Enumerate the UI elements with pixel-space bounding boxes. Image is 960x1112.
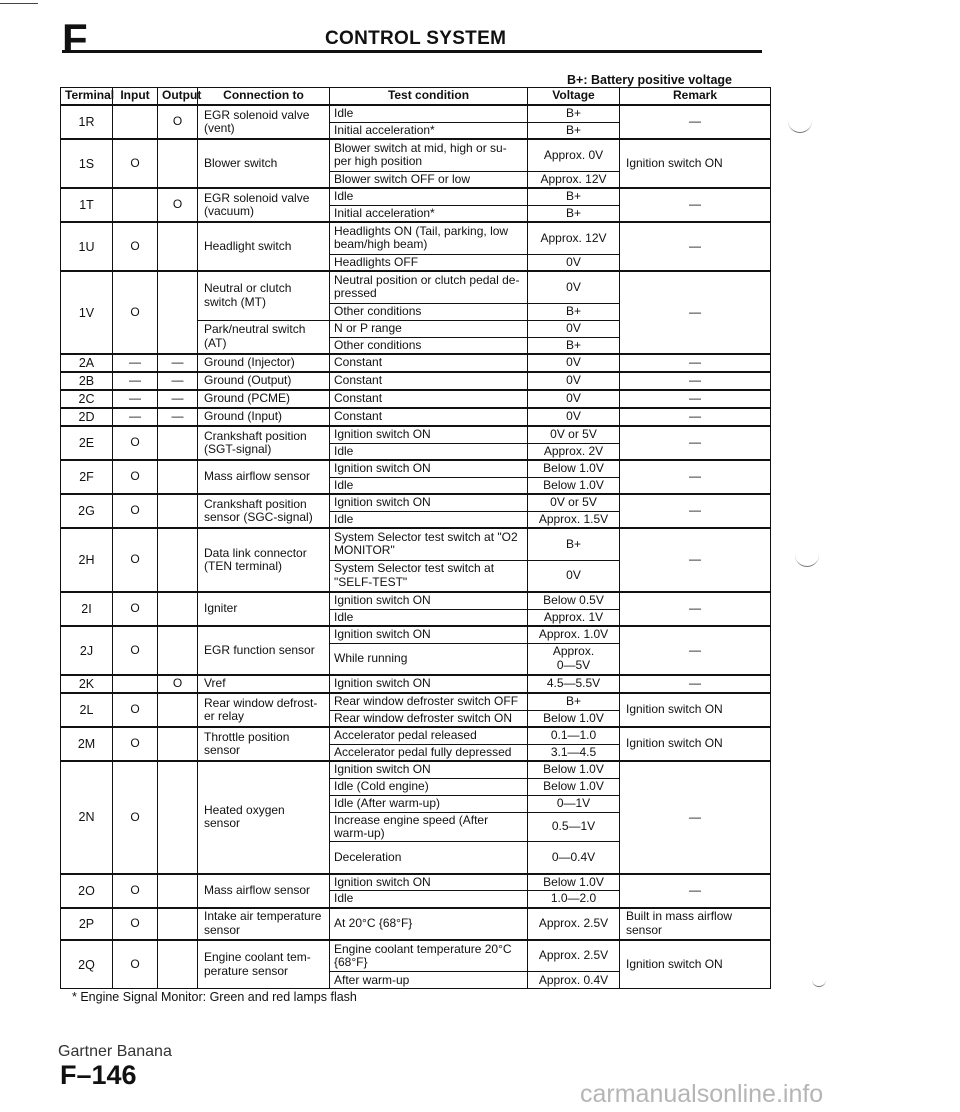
table-row [61, 940, 771, 972]
cell-test-condition: At 20°C {68°F} [330, 908, 528, 940]
cell-remark: — [620, 408, 771, 426]
table-row [61, 426, 771, 443]
cell-test-condition: Other conditions [330, 337, 528, 354]
cell-test-condition: System Selector test switch at "SELF-TEST" [330, 560, 528, 592]
cell-voltage: Approx. 0V [528, 139, 620, 171]
table-row [61, 139, 771, 171]
margin-scribble [788, 118, 812, 133]
cell-voltage: 0V [528, 354, 620, 372]
table-row [61, 908, 771, 940]
cell-voltage: B+ [528, 105, 620, 122]
cell-terminal: 2F [61, 460, 113, 494]
cell-test-condition: Ignition switch ON [330, 426, 528, 443]
table-header-row [61, 88, 771, 106]
cell-voltage: 0V [528, 254, 620, 271]
cell-voltage: 0—0.4V [528, 842, 620, 874]
cell-remark: — [620, 390, 771, 408]
cell-test-condition: Initial acceleration* [330, 122, 528, 139]
cell-output [158, 139, 198, 188]
cell-input: — [113, 354, 158, 372]
cell-test-condition: Ignition switch ON [330, 494, 528, 511]
table-row [61, 494, 771, 511]
cell-voltage: 0V or 5V [528, 494, 620, 511]
cell-test-condition: Ignition switch ON [330, 626, 528, 643]
cell-connection: Throttle position sensor [198, 727, 330, 761]
cell-remark: Ignition switch ON [620, 139, 771, 188]
cell-remark: — [620, 271, 771, 354]
cell-output: — [158, 354, 198, 372]
cell-output [158, 626, 198, 675]
cell-connection: Ground (Injector) [198, 354, 330, 372]
header-input: Input [113, 88, 158, 106]
table-row [61, 592, 771, 609]
margin-scribble [795, 552, 819, 567]
cell-voltage: 0.1—1.0 [528, 727, 620, 744]
cell-input: O [113, 940, 158, 989]
cell-test-condition: System Selector test switch at "O2 MONITOR" [330, 528, 528, 560]
cell-connection: Vref [198, 675, 330, 693]
cell-input: O [113, 460, 158, 494]
cell-terminal: 2H [61, 528, 113, 592]
cell-connection: Mass airflow sensor [198, 874, 330, 908]
cell-terminal: 1S [61, 139, 113, 188]
cell-voltage: B+ [528, 205, 620, 222]
cell-connection: Rear window defrost- er relay [198, 693, 330, 727]
cell-voltage: Below 1.0V [528, 761, 620, 778]
section-letter: F [62, 15, 88, 62]
cell-input: O [113, 592, 158, 626]
page-title: CONTROL SYSTEM [325, 28, 507, 49]
cell-output: — [158, 408, 198, 426]
cell-output: — [158, 390, 198, 408]
cell-voltage: Below 1.0V [528, 460, 620, 477]
cell-connection: Blower switch [198, 139, 330, 188]
cell-voltage: 0V [528, 372, 620, 390]
cell-output [158, 693, 198, 727]
title-rule [62, 50, 762, 53]
table-row [61, 874, 771, 891]
cell-test-condition: Idle [330, 443, 528, 460]
cell-terminal: 2P [61, 908, 113, 940]
cell-remark: Ignition switch ON [620, 727, 771, 761]
cell-input: — [113, 372, 158, 390]
cell-voltage: 0—1V [528, 795, 620, 812]
cell-remark: — [620, 494, 771, 528]
cell-test-condition: After warm-up [330, 972, 528, 989]
table-row [61, 271, 771, 303]
header-voltage: Voltage [528, 88, 620, 106]
cell-remark: — [620, 222, 771, 271]
cell-remark: — [620, 460, 771, 494]
cell-voltage: 0V [528, 408, 620, 426]
cell-voltage: B+ [528, 693, 620, 710]
cell-input: — [113, 390, 158, 408]
cell-voltage: Below 1.0V [528, 710, 620, 727]
cell-output [158, 761, 198, 874]
table-row [61, 761, 771, 778]
table-row [61, 626, 771, 643]
cell-test-condition: Deceleration [330, 842, 528, 874]
cell-voltage: Approx. 2.5V [528, 908, 620, 940]
cell-terminal: 2G [61, 494, 113, 528]
cell-voltage: B+ [528, 188, 620, 205]
cell-remark: — [620, 761, 771, 874]
table-row [61, 528, 771, 560]
cell-voltage: B+ [528, 303, 620, 320]
cell-test-condition: Idle [330, 188, 528, 205]
cell-input: O [113, 139, 158, 188]
table-row [61, 675, 771, 693]
cell-test-condition: Other conditions [330, 303, 528, 320]
cell-voltage: Approx. 1.5V [528, 511, 620, 528]
cell-voltage: 0.5—1V [528, 812, 620, 842]
cell-terminal: 2L [61, 693, 113, 727]
cell-voltage: 0V [528, 560, 620, 592]
cell-connection: Data link connector (TEN terminal) [198, 528, 330, 592]
cell-test-condition: Initial acceleration* [330, 205, 528, 222]
cell-test-condition: Idle [330, 609, 528, 626]
cell-voltage: B+ [528, 122, 620, 139]
cell-test-condition: Rear window defroster switch ON [330, 710, 528, 727]
cell-test-condition: Idle [330, 477, 528, 494]
cell-voltage: Approx. 2.5V [528, 940, 620, 972]
cell-terminal: 2N [61, 761, 113, 874]
cell-voltage: 4.5—5.5V [528, 675, 620, 693]
cell-terminal: 2A [61, 354, 113, 372]
cell-output [158, 494, 198, 528]
cell-input [113, 675, 158, 693]
cell-test-condition: Rear window defroster switch OFF [330, 693, 528, 710]
cell-test-condition: Constant [330, 354, 528, 372]
header-test-condition: Test condition [330, 88, 528, 106]
cell-output: O [158, 188, 198, 222]
cell-input: O [113, 761, 158, 874]
cell-voltage: 1.0—2.0 [528, 891, 620, 908]
cell-input: O [113, 908, 158, 940]
cell-output [158, 592, 198, 626]
cell-input: O [113, 271, 158, 354]
cell-voltage: 0V [528, 320, 620, 337]
cell-output: O [158, 105, 198, 139]
cell-voltage: 3.1—4.5 [528, 744, 620, 761]
margin-scribble [812, 972, 826, 987]
cell-output [158, 271, 198, 354]
cell-output: O [158, 675, 198, 693]
cell-input: — [113, 408, 158, 426]
table-row [61, 372, 771, 390]
terminal-spec-table [60, 87, 771, 989]
site-watermark: carmanualsonline.info [580, 1080, 824, 1108]
header-remark: Remark [620, 88, 771, 106]
cell-remark: Ignition switch ON [620, 693, 771, 727]
header-terminal: Terminal [61, 88, 113, 106]
cell-connection: Engine coolant tem- perature sensor [198, 940, 330, 989]
cell-terminal: 2D [61, 408, 113, 426]
cell-terminal: 1U [61, 222, 113, 271]
table-row [61, 354, 771, 372]
table-row [61, 727, 771, 744]
cell-input [113, 188, 158, 222]
cell-connection: EGR function sensor [198, 626, 330, 675]
cell-voltage: Approx. 0.4V [528, 972, 620, 989]
footnote: * Engine Signal Monitor: Green and red lamps flash [72, 990, 357, 1004]
table-row [61, 105, 771, 122]
cell-voltage: Approx. 0—5V [528, 643, 620, 675]
cell-test-condition: Increase engine speed (After warm-up) [330, 812, 528, 842]
cell-voltage: Approx. 1V [528, 609, 620, 626]
table-row [61, 188, 771, 205]
cell-connection: Ground (PCME) [198, 390, 330, 408]
cell-remark: — [620, 528, 771, 592]
cell-test-condition: Accelerator pedal fully depressed [330, 744, 528, 761]
cell-terminal: 2B [61, 372, 113, 390]
cell-remark: Ignition switch ON [620, 940, 771, 989]
cell-terminal: 1V [61, 271, 113, 354]
cell-output [158, 528, 198, 592]
cell-output [158, 908, 198, 940]
cell-test-condition: Idle (After warm-up) [330, 795, 528, 812]
cell-input: O [113, 727, 158, 761]
cell-voltage: Below 1.0V [528, 874, 620, 891]
cell-terminal: 2C [61, 390, 113, 408]
cell-terminal: 1T [61, 188, 113, 222]
cell-remark: — [620, 105, 771, 139]
cell-terminal: 2K [61, 675, 113, 693]
cell-test-condition: Ignition switch ON [330, 460, 528, 477]
cell-input [113, 105, 158, 139]
cell-remark: — [620, 626, 771, 675]
cell-voltage: B+ [528, 528, 620, 560]
cell-terminal: 2I [61, 592, 113, 626]
cell-test-condition: Ignition switch ON [330, 874, 528, 891]
cell-voltage: Approx. 1.0V [528, 626, 620, 643]
table-row [61, 693, 771, 710]
cell-terminal: 1R [61, 105, 113, 139]
watermark-label: Gartner Banana [58, 1043, 172, 1060]
table-row [61, 222, 771, 254]
corner-rule [0, 3, 38, 4]
cell-terminal: 2M [61, 727, 113, 761]
cell-remark: — [620, 426, 771, 460]
cell-test-condition: Engine coolant temperature 20°C {68°F} [330, 940, 528, 972]
cell-input: O [113, 222, 158, 271]
cell-input: O [113, 626, 158, 675]
cell-connection: Heated oxygen sensor [198, 761, 330, 874]
cell-voltage: 0V [528, 390, 620, 408]
cell-test-condition: Blower switch at mid, high or su- per high position [330, 139, 528, 171]
cell-output: — [158, 372, 198, 390]
cell-voltage: Approx. 12V [528, 222, 620, 254]
cell-connection: EGR solenoid valve (vent) [198, 105, 330, 139]
cell-output [158, 727, 198, 761]
cell-test-condition: While running [330, 643, 528, 675]
cell-terminal: 2O [61, 874, 113, 908]
header-output: Output [158, 88, 198, 106]
cell-voltage: 0V or 5V [528, 426, 620, 443]
cell-connection: EGR solenoid valve (vacuum) [198, 188, 330, 222]
cell-connection: Crankshaft position sensor (SGC-signal) [198, 494, 330, 528]
cell-test-condition: Constant [330, 408, 528, 426]
cell-input: O [113, 528, 158, 592]
header-connection: Connection to [198, 88, 330, 106]
cell-connection: Ground (Output) [198, 372, 330, 390]
cell-terminal: 2Q [61, 940, 113, 989]
cell-remark: — [620, 675, 771, 693]
cell-voltage: 0V [528, 271, 620, 303]
cell-test-condition: Accelerator pedal released [330, 727, 528, 744]
cell-test-condition: Idle (Cold engine) [330, 778, 528, 795]
table-row [61, 408, 771, 426]
battery-voltage-note: B+: Battery positive voltage [567, 73, 732, 87]
cell-connection: Intake air temperature sensor [198, 908, 330, 940]
cell-test-condition: Idle [330, 891, 528, 908]
cell-test-condition: Ignition switch ON [330, 675, 528, 693]
cell-test-condition: Idle [330, 105, 528, 122]
cell-connection: Park/neutral switch (AT) [198, 320, 330, 354]
cell-input: O [113, 693, 158, 727]
page-number: F–146 [60, 1060, 137, 1090]
cell-input: O [113, 874, 158, 908]
cell-output [158, 460, 198, 494]
cell-test-condition: Ignition switch ON [330, 592, 528, 609]
cell-remark: — [620, 874, 771, 908]
cell-terminal: 2J [61, 626, 113, 675]
cell-output [158, 426, 198, 460]
cell-test-condition: Idle [330, 511, 528, 528]
cell-remark: — [620, 372, 771, 390]
cell-test-condition: Headlights OFF [330, 254, 528, 271]
cell-connection: Crankshaft position (SGT-signal) [198, 426, 330, 460]
cell-voltage: Below 1.0V [528, 477, 620, 494]
cell-remark: — [620, 188, 771, 222]
cell-terminal: 2E [61, 426, 113, 460]
cell-output [158, 874, 198, 908]
cell-input: O [113, 426, 158, 460]
cell-remark: — [620, 354, 771, 372]
cell-connection: Headlight switch [198, 222, 330, 271]
cell-voltage: Below 0.5V [528, 592, 620, 609]
cell-test-condition: Constant [330, 390, 528, 408]
cell-connection: Neutral or clutch switch (MT) [198, 271, 330, 320]
cell-connection: Igniter [198, 592, 330, 626]
cell-output [158, 222, 198, 271]
cell-remark: — [620, 592, 771, 626]
cell-test-condition: N or P range [330, 320, 528, 337]
cell-test-condition: Constant [330, 372, 528, 390]
cell-output [158, 940, 198, 989]
cell-test-condition: Neutral position or clutch pedal de- pressed [330, 271, 528, 303]
cell-voltage: Approx. 12V [528, 171, 620, 188]
cell-voltage: Approx. 2V [528, 443, 620, 460]
cell-input: O [113, 494, 158, 528]
cell-connection: Mass airflow sensor [198, 460, 330, 494]
cell-test-condition: Blower switch OFF or low [330, 171, 528, 188]
cell-remark: Built in mass airflow sensor [620, 908, 771, 940]
table-row [61, 460, 771, 477]
cell-voltage: Below 1.0V [528, 778, 620, 795]
cell-test-condition: Ignition switch ON [330, 761, 528, 778]
table-row [61, 390, 771, 408]
cell-connection: Ground (Input) [198, 408, 330, 426]
cell-voltage: B+ [528, 337, 620, 354]
cell-test-condition: Headlights ON (Tail, parking, low beam/high beam) [330, 222, 528, 254]
